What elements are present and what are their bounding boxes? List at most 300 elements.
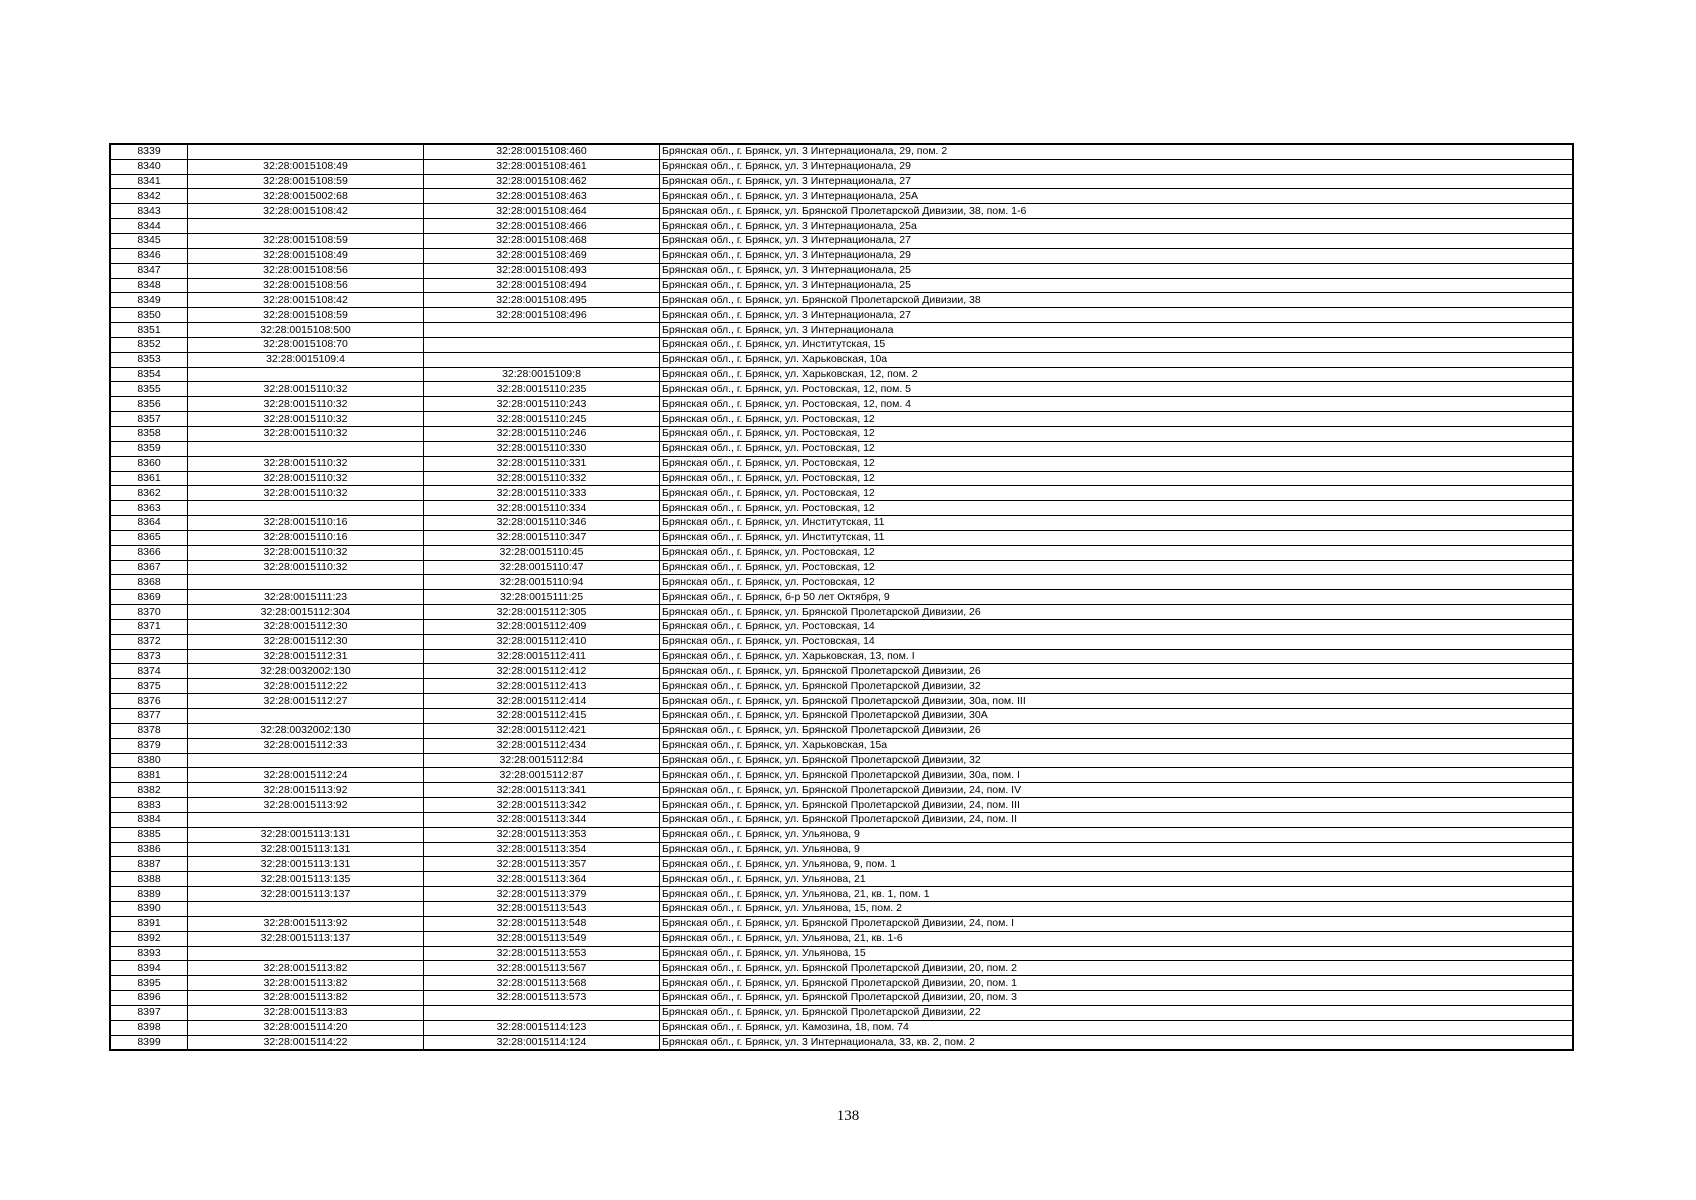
- row-number-cell: 8368: [110, 575, 188, 590]
- row-number-cell: 8365: [110, 530, 188, 545]
- cadastral-number-cell: 32:28:0015112:410: [424, 634, 660, 649]
- cadastral-number-cell: 32:28:0015113:357: [424, 857, 660, 872]
- table-row: [110, 486, 1573, 501]
- parent-cadastral-number-cell: [188, 367, 424, 382]
- address-cell: Брянская обл., г. Брянск, ул. 3 Интернационала, 33, кв. 2, пом. 2: [660, 1035, 1574, 1050]
- parent-cadastral-number-cell: 32:28:0015113:131: [188, 842, 424, 857]
- address-cell: Брянская обл., г. Брянск, ул. Институтская, 15: [660, 337, 1574, 352]
- row-number-cell: 8376: [110, 694, 188, 709]
- cadastral-number-cell: 32:28:0015110:235: [424, 382, 660, 397]
- parent-cadastral-number-cell: 32:28:0015113:131: [188, 857, 424, 872]
- address-cell: Брянская обл., г. Брянск, ул. Харьковская, 10а: [660, 352, 1574, 367]
- row-number-cell: 8373: [110, 649, 188, 664]
- row-number-cell: 8354: [110, 367, 188, 382]
- address-cell: Брянская обл., г. Брянск, ул. Брянской Пролетарской Дивизии, 20, пом. 2: [660, 961, 1574, 976]
- table-row: [110, 189, 1573, 204]
- address-cell: Брянская обл., г. Брянск, ул. Брянской Пролетарской Дивизии, 26: [660, 664, 1574, 679]
- address-cell: Брянская обл., г. Брянск, ул. Брянской Пролетарской Дивизии, 20, пом. 3: [660, 991, 1574, 1006]
- parent-cadastral-number-cell: 32:28:0015110:32: [188, 426, 424, 441]
- parent-cadastral-number-cell: 32:28:0015108:500: [188, 323, 424, 338]
- address-cell: Брянская обл., г. Брянск, ул. Ростовская, 12: [660, 545, 1574, 560]
- cadastral-number-cell: 32:28:0015113:549: [424, 931, 660, 946]
- table-row: [110, 426, 1573, 441]
- row-number-cell: 8386: [110, 842, 188, 857]
- address-cell: Брянская обл., г. Брянск, ул. 3 Интернационала, 25: [660, 263, 1574, 278]
- row-number-cell: 8349: [110, 293, 188, 308]
- address-cell: Брянская обл., г. Брянск, ул. Брянской Пролетарской Дивизии, 22: [660, 1005, 1574, 1020]
- table-row: [110, 694, 1573, 709]
- cadastral-number-cell: 32:28:0015110:331: [424, 456, 660, 471]
- table-row: [110, 382, 1573, 397]
- cadastral-number-cell: 32:28:0015112:421: [424, 723, 660, 738]
- address-cell: Брянская обл., г. Брянск, ул. Ульянова, 9: [660, 842, 1574, 857]
- address-cell: Брянская обл., г. Брянск, ул. 3 Интернационала, 29: [660, 159, 1574, 174]
- parent-cadastral-number-cell: 32:28:0015108:59: [188, 174, 424, 189]
- parent-cadastral-number-cell: 32:28:0015113:137: [188, 931, 424, 946]
- parent-cadastral-number-cell: 32:28:0015112:24: [188, 768, 424, 783]
- parent-cadastral-number-cell: 32:28:0015108:42: [188, 293, 424, 308]
- parent-cadastral-number-cell: 32:28:0015108:56: [188, 278, 424, 293]
- row-number-cell: 8392: [110, 931, 188, 946]
- table-row: [110, 812, 1573, 827]
- cadastral-number-cell: 32:28:0015108:462: [424, 174, 660, 189]
- address-cell: Брянская обл., г. Брянск, ул. Ростовская, 12: [660, 412, 1574, 427]
- table-row: [110, 352, 1573, 367]
- parent-cadastral-number-cell: 32:28:0015114:22: [188, 1035, 424, 1050]
- row-number-cell: 8357: [110, 412, 188, 427]
- address-cell: Брянская обл., г. Брянск, ул. Брянской Пролетарской Дивизии, 26: [660, 723, 1574, 738]
- cadastral-number-cell: 32:28:0015113:344: [424, 812, 660, 827]
- parent-cadastral-number-cell: 32:28:0015113:135: [188, 872, 424, 887]
- table-row: [110, 723, 1573, 738]
- row-number-cell: 8360: [110, 456, 188, 471]
- parent-cadastral-number-cell: 32:28:0015112:22: [188, 679, 424, 694]
- table-row: [110, 204, 1573, 219]
- cadastral-number-cell: 32:28:0015113:341: [424, 783, 660, 798]
- parent-cadastral-number-cell: 32:28:0015110:32: [188, 397, 424, 412]
- table-row: [110, 590, 1573, 605]
- table-row: [110, 946, 1573, 961]
- cadastral-number-cell: [424, 352, 660, 367]
- parent-cadastral-number-cell: 32:28:0032002:130: [188, 723, 424, 738]
- cadastral-number-cell: 32:28:0015110:334: [424, 501, 660, 516]
- cadastral-number-cell: 32:28:0015112:412: [424, 664, 660, 679]
- cadastral-number-cell: 32:28:0015113:379: [424, 887, 660, 902]
- table-row: [110, 753, 1573, 768]
- row-number-cell: 8350: [110, 308, 188, 323]
- cadastral-number-cell: 32:28:0015110:332: [424, 471, 660, 486]
- row-number-cell: 8340: [110, 159, 188, 174]
- registry-table: [109, 143, 1574, 1051]
- cadastral-number-cell: 32:28:0015110:245: [424, 412, 660, 427]
- address-cell: Брянская обл., г. Брянск, ул. Ростовская, 12: [660, 456, 1574, 471]
- row-number-cell: 8375: [110, 679, 188, 694]
- table-row: [110, 278, 1573, 293]
- cadastral-number-cell: 32:28:0015110:347: [424, 530, 660, 545]
- parent-cadastral-number-cell: 32:28:0015108:49: [188, 248, 424, 263]
- address-cell: Брянская обл., г. Брянск, ул. Ростовская, 12: [660, 486, 1574, 501]
- table-row: [110, 263, 1573, 278]
- row-number-cell: 8383: [110, 798, 188, 813]
- parent-cadastral-number-cell: 32:28:0015113:82: [188, 991, 424, 1006]
- table-row: [110, 857, 1573, 872]
- row-number-cell: 8366: [110, 545, 188, 560]
- row-number-cell: 8385: [110, 827, 188, 842]
- row-number-cell: 8390: [110, 901, 188, 916]
- table-row: [110, 931, 1573, 946]
- row-number-cell: 8348: [110, 278, 188, 293]
- address-cell: Брянская обл., г. Брянск, ул. Ульянова, 15, пом. 2: [660, 901, 1574, 916]
- address-cell: Брянская обл., г. Брянск, ул. Брянской Пролетарской Дивизии, 32: [660, 679, 1574, 694]
- address-cell: Брянская обл., г. Брянск, ул. Ростовская, 12: [660, 471, 1574, 486]
- table-row: [110, 961, 1573, 976]
- parent-cadastral-number-cell: [188, 812, 424, 827]
- address-cell: Брянская обл., г. Брянск, ул. 3 Интернационала: [660, 323, 1574, 338]
- row-number-cell: 8396: [110, 991, 188, 1006]
- row-number-cell: 8371: [110, 619, 188, 634]
- table-row: [110, 248, 1573, 263]
- row-number-cell: 8367: [110, 560, 188, 575]
- parent-cadastral-number-cell: 32:28:0015113:137: [188, 887, 424, 902]
- parent-cadastral-number-cell: 32:28:0015113:92: [188, 916, 424, 931]
- cadastral-number-cell: 32:28:0015110:246: [424, 426, 660, 441]
- table-row: [110, 412, 1573, 427]
- address-cell: Брянская обл., г. Брянск, ул. Ростовская, 12: [660, 575, 1574, 590]
- address-cell: Брянская обл., г. Брянск, ул. Брянской Пролетарской Дивизии, 30а, пом. III: [660, 694, 1574, 709]
- address-cell: Брянская обл., г. Брянск, ул. Брянской Пролетарской Дивизии, 24, пом. I: [660, 916, 1574, 931]
- address-cell: Брянская обл., г. Брянск, ул. 3 Интернационала, 25А: [660, 189, 1574, 204]
- row-number-cell: 8380: [110, 753, 188, 768]
- table-row: [110, 441, 1573, 456]
- page-number: 138: [836, 1108, 860, 1124]
- row-number-cell: 8353: [110, 352, 188, 367]
- row-number-cell: 8374: [110, 664, 188, 679]
- address-cell: Брянская обл., г. Брянск, ул. 3 Интернационала, 25а: [660, 219, 1574, 234]
- cadastral-number-cell: 32:28:0015112:409: [424, 619, 660, 634]
- parent-cadastral-number-cell: [188, 946, 424, 961]
- row-number-cell: 8381: [110, 768, 188, 783]
- table-row: [110, 634, 1573, 649]
- cadastral-number-cell: 32:28:0015110:94: [424, 575, 660, 590]
- table-row: [110, 768, 1573, 783]
- table-row: [110, 337, 1573, 352]
- table-row: [110, 293, 1573, 308]
- row-number-cell: 8378: [110, 723, 188, 738]
- address-cell: Брянская обл., г. Брянск, ул. Ростовская, 14: [660, 619, 1574, 634]
- address-cell: Брянская обл., г. Брянск, ул. 3 Интернационала, 25: [660, 278, 1574, 293]
- row-number-cell: 8399: [110, 1035, 188, 1050]
- row-number-cell: 8345: [110, 234, 188, 249]
- parent-cadastral-number-cell: 32:28:0015108:56: [188, 263, 424, 278]
- table-row: [110, 872, 1573, 887]
- parent-cadastral-number-cell: 32:28:0015112:33: [188, 738, 424, 753]
- table-row: [110, 308, 1573, 323]
- address-cell: Брянская обл., г. Брянск, ул. Брянской Пролетарской Дивизии, 24, пом. II: [660, 812, 1574, 827]
- table-row: [110, 545, 1573, 560]
- cadastral-number-cell: 32:28:0015108:469: [424, 248, 660, 263]
- table-row: [110, 1035, 1573, 1050]
- table-row: [110, 738, 1573, 753]
- parent-cadastral-number-cell: 32:28:0015108:49: [188, 159, 424, 174]
- table-row: [110, 887, 1573, 902]
- cadastral-number-cell: 32:28:0015108:466: [424, 219, 660, 234]
- cadastral-number-cell: 32:28:0015114:123: [424, 1020, 660, 1035]
- address-cell: Брянская обл., г. Брянск, ул. Ульянова, 21, кв. 1-6: [660, 931, 1574, 946]
- cadastral-number-cell: 32:28:0015110:330: [424, 441, 660, 456]
- table-row: [110, 219, 1573, 234]
- address-cell: Брянская обл., г. Брянск, ул. Брянской Пролетарской Дивизии, 24, пом. III: [660, 798, 1574, 813]
- row-number-cell: 8387: [110, 857, 188, 872]
- cadastral-number-cell: 32:28:0015110:47: [424, 560, 660, 575]
- address-cell: Брянская обл., г. Брянск, ул. Ростовская, 12: [660, 441, 1574, 456]
- row-number-cell: 8355: [110, 382, 188, 397]
- address-cell: Брянская обл., г. Брянск, ул. Институтская, 11: [660, 530, 1574, 545]
- table-row: [110, 1020, 1573, 1035]
- address-cell: Брянская обл., г. Брянск, ул. Ульянова, 9: [660, 827, 1574, 842]
- address-cell: Брянская обл., г. Брянск, ул. Брянской Пролетарской Дивизии, 20, пом. 1: [660, 976, 1574, 991]
- row-number-cell: 8369: [110, 590, 188, 605]
- address-cell: Брянская обл., г. Брянск, ул. Ульянова, 21, кв. 1, пом. 1: [660, 887, 1574, 902]
- table-row: [110, 159, 1573, 174]
- table-row: [110, 456, 1573, 471]
- row-number-cell: 8372: [110, 634, 188, 649]
- parent-cadastral-number-cell: 32:28:0015110:32: [188, 486, 424, 501]
- cadastral-number-cell: 32:28:0015108:494: [424, 278, 660, 293]
- address-cell: Брянская обл., г. Брянск, ул. Ростовская, 12, пом. 5: [660, 382, 1574, 397]
- parent-cadastral-number-cell: [188, 144, 424, 159]
- cadastral-number-cell: 32:28:0015114:124: [424, 1035, 660, 1050]
- table-row: [110, 560, 1573, 575]
- parent-cadastral-number-cell: 32:28:0015110:32: [188, 456, 424, 471]
- cadastral-number-cell: 32:28:0015113:573: [424, 991, 660, 1006]
- cadastral-number-cell: 32:28:0015112:87: [424, 768, 660, 783]
- address-cell: Брянская обл., г. Брянск, ул. Брянской Пролетарской Дивизии, 30а, пом. I: [660, 768, 1574, 783]
- cadastral-number-cell: 32:28:0015112:414: [424, 694, 660, 709]
- row-number-cell: 8394: [110, 961, 188, 976]
- cadastral-number-cell: 32:28:0015112:411: [424, 649, 660, 664]
- row-number-cell: 8344: [110, 219, 188, 234]
- row-number-cell: 8339: [110, 144, 188, 159]
- address-cell: Брянская обл., г. Брянск, ул. Харьковская, 12, пом. 2: [660, 367, 1574, 382]
- address-cell: Брянская обл., г. Брянск, ул. 3 Интернационала, 27: [660, 174, 1574, 189]
- cadastral-number-cell: 32:28:0015108:464: [424, 204, 660, 219]
- cadastral-number-cell: 32:28:0015108:493: [424, 263, 660, 278]
- table-row: [110, 575, 1573, 590]
- parent-cadastral-number-cell: 32:28:0015112:30: [188, 619, 424, 634]
- address-cell: Брянская обл., г. Брянск, б-р 50 лет Октября, 9: [660, 590, 1574, 605]
- parent-cadastral-number-cell: 32:28:0015108:42: [188, 204, 424, 219]
- cadastral-number-cell: 32:28:0015108:463: [424, 189, 660, 204]
- address-cell: Брянская обл., г. Брянск, ул. 3 Интернационала, 27: [660, 234, 1574, 249]
- address-cell: Брянская обл., г. Брянск, ул. Брянской Пролетарской Дивизии, 38, пом. 1-6: [660, 204, 1574, 219]
- cadastral-number-cell: 32:28:0015108:495: [424, 293, 660, 308]
- parent-cadastral-number-cell: 32:28:0015112:304: [188, 605, 424, 620]
- row-number-cell: 8358: [110, 426, 188, 441]
- table-row: [110, 471, 1573, 486]
- row-number-cell: 8343: [110, 204, 188, 219]
- table-row: [110, 501, 1573, 516]
- table-row: [110, 619, 1573, 634]
- cadastral-number-cell: 32:28:0015110:243: [424, 397, 660, 412]
- table-row: [110, 827, 1573, 842]
- registry-table-body: [110, 144, 1573, 1050]
- cadastral-number-cell: [424, 337, 660, 352]
- address-cell: Брянская обл., г. Брянск, ул. Ульянова, 21: [660, 872, 1574, 887]
- address-cell: Брянская обл., г. Брянск, ул. Брянской Пролетарской Дивизии, 26: [660, 605, 1574, 620]
- parent-cadastral-number-cell: 32:28:0015108:59: [188, 308, 424, 323]
- row-number-cell: 8389: [110, 887, 188, 902]
- address-cell: Брянская обл., г. Брянск, ул. 3 Интернационала, 27: [660, 308, 1574, 323]
- cadastral-number-cell: 32:28:0015113:342: [424, 798, 660, 813]
- cadastral-number-cell: 32:28:0015113:568: [424, 976, 660, 991]
- parent-cadastral-number-cell: 32:28:0015108:70: [188, 337, 424, 352]
- address-cell: Брянская обл., г. Брянск, ул. Ростовская, 12: [660, 501, 1574, 516]
- row-number-cell: 8384: [110, 812, 188, 827]
- table-row: [110, 649, 1573, 664]
- address-cell: Брянская обл., г. Брянск, ул. Брянской Пролетарской Дивизии, 30А: [660, 709, 1574, 724]
- parent-cadastral-number-cell: 32:28:0032002:130: [188, 664, 424, 679]
- address-cell: Брянская обл., г. Брянск, ул. Ульянова, 15: [660, 946, 1574, 961]
- cadastral-number-cell: 32:28:0015113:353: [424, 827, 660, 842]
- table-row: [110, 605, 1573, 620]
- cadastral-number-cell: [424, 1005, 660, 1020]
- parent-cadastral-number-cell: 32:28:0015112:27: [188, 694, 424, 709]
- table-row: [110, 516, 1573, 531]
- table-row: [110, 664, 1573, 679]
- row-number-cell: 8382: [110, 783, 188, 798]
- parent-cadastral-number-cell: 32:28:0015002:68: [188, 189, 424, 204]
- cadastral-number-cell: 32:28:0015112:305: [424, 605, 660, 620]
- cadastral-number-cell: 32:28:0015112:434: [424, 738, 660, 753]
- parent-cadastral-number-cell: 32:28:0015113:92: [188, 798, 424, 813]
- row-number-cell: 8361: [110, 471, 188, 486]
- address-cell: Брянская обл., г. Брянск, ул. Брянской Пролетарской Дивизии, 38: [660, 293, 1574, 308]
- cadastral-number-cell: 32:28:0015108:496: [424, 308, 660, 323]
- parent-cadastral-number-cell: 32:28:0015112:31: [188, 649, 424, 664]
- cadastral-number-cell: 32:28:0015108:460: [424, 144, 660, 159]
- address-cell: Брянская обл., г. Брянск, ул. Институтская, 11: [660, 516, 1574, 531]
- cadastral-number-cell: 32:28:0015110:346: [424, 516, 660, 531]
- row-number-cell: 8363: [110, 501, 188, 516]
- address-cell: Брянская обл., г. Брянск, ул. Ростовская, 12: [660, 426, 1574, 441]
- row-number-cell: 8356: [110, 397, 188, 412]
- row-number-cell: 8393: [110, 946, 188, 961]
- cadastral-number-cell: 32:28:0015113:553: [424, 946, 660, 961]
- row-number-cell: 8377: [110, 709, 188, 724]
- cadastral-number-cell: 32:28:0015108:461: [424, 159, 660, 174]
- table-row: [110, 783, 1573, 798]
- cadastral-number-cell: 32:28:0015110:333: [424, 486, 660, 501]
- cadastral-number-cell: 32:28:0015113:567: [424, 961, 660, 976]
- parent-cadastral-number-cell: [188, 709, 424, 724]
- table-row: [110, 1005, 1573, 1020]
- parent-cadastral-number-cell: 32:28:0015111:23: [188, 590, 424, 605]
- parent-cadastral-number-cell: [188, 441, 424, 456]
- row-number-cell: 8397: [110, 1005, 188, 1020]
- parent-cadastral-number-cell: 32:28:0015113:83: [188, 1005, 424, 1020]
- parent-cadastral-number-cell: 32:28:0015113:82: [188, 961, 424, 976]
- row-number-cell: 8395: [110, 976, 188, 991]
- table-row: [110, 679, 1573, 694]
- cadastral-number-cell: 32:28:0015109:8: [424, 367, 660, 382]
- row-number-cell: 8347: [110, 263, 188, 278]
- parent-cadastral-number-cell: [188, 575, 424, 590]
- table-row: [110, 144, 1573, 159]
- row-number-cell: 8352: [110, 337, 188, 352]
- cadastral-number-cell: [424, 323, 660, 338]
- parent-cadastral-number-cell: 32:28:0015112:30: [188, 634, 424, 649]
- parent-cadastral-number-cell: [188, 753, 424, 768]
- table-row: [110, 916, 1573, 931]
- cadastral-number-cell: 32:28:0015110:45: [424, 545, 660, 560]
- row-number-cell: 8351: [110, 323, 188, 338]
- row-number-cell: 8341: [110, 174, 188, 189]
- table-row: [110, 798, 1573, 813]
- parent-cadastral-number-cell: 32:28:0015110:32: [188, 412, 424, 427]
- cadastral-number-cell: 32:28:0015113:543: [424, 901, 660, 916]
- parent-cadastral-number-cell: 32:28:0015110:32: [188, 560, 424, 575]
- parent-cadastral-number-cell: 32:28:0015109:4: [188, 352, 424, 367]
- table-row: [110, 901, 1573, 916]
- table-row: [110, 709, 1573, 724]
- parent-cadastral-number-cell: [188, 501, 424, 516]
- cadastral-number-cell: 32:28:0015112:413: [424, 679, 660, 694]
- address-cell: Брянская обл., г. Брянск, ул. 3 Интернационала, 29: [660, 248, 1574, 263]
- cadastral-number-cell: 32:28:0015113:354: [424, 842, 660, 857]
- parent-cadastral-number-cell: 32:28:0015114:20: [188, 1020, 424, 1035]
- table-row: [110, 976, 1573, 991]
- table-row: [110, 367, 1573, 382]
- row-number-cell: 8379: [110, 738, 188, 753]
- cadastral-number-cell: 32:28:0015108:468: [424, 234, 660, 249]
- row-number-cell: 8370: [110, 605, 188, 620]
- table-row: [110, 530, 1573, 545]
- parent-cadastral-number-cell: [188, 901, 424, 916]
- row-number-cell: 8364: [110, 516, 188, 531]
- cadastral-number-cell: 32:28:0015111:25: [424, 590, 660, 605]
- cadastral-number-cell: 32:28:0015112:84: [424, 753, 660, 768]
- address-cell: Брянская обл., г. Брянск, ул. Ростовская, 12: [660, 560, 1574, 575]
- address-cell: Брянская обл., г. Брянск, ул. Харьковская, 13, пом. I: [660, 649, 1574, 664]
- address-cell: Брянская обл., г. Брянск, ул. 3 Интернационала, 29, пом. 2: [660, 144, 1574, 159]
- address-cell: Брянская обл., г. Брянск, ул. Харьковская, 15а: [660, 738, 1574, 753]
- table-row: [110, 234, 1573, 249]
- row-number-cell: 8362: [110, 486, 188, 501]
- parent-cadastral-number-cell: 32:28:0015110:32: [188, 471, 424, 486]
- address-cell: Брянская обл., г. Брянск, ул. Брянской Пролетарской Дивизии, 32: [660, 753, 1574, 768]
- table-row: [110, 842, 1573, 857]
- row-number-cell: 8359: [110, 441, 188, 456]
- cadastral-number-cell: 32:28:0015113:364: [424, 872, 660, 887]
- parent-cadastral-number-cell: 32:28:0015113:131: [188, 827, 424, 842]
- parent-cadastral-number-cell: 32:28:0015113:92: [188, 783, 424, 798]
- table-row: [110, 323, 1573, 338]
- parent-cadastral-number-cell: 32:28:0015110:32: [188, 545, 424, 560]
- parent-cadastral-number-cell: 32:28:0015108:59: [188, 234, 424, 249]
- row-number-cell: 8398: [110, 1020, 188, 1035]
- cadastral-number-cell: 32:28:0015112:415: [424, 709, 660, 724]
- parent-cadastral-number-cell: [188, 219, 424, 234]
- address-cell: Брянская обл., г. Брянск, ул. Ростовская, 12, пом. 4: [660, 397, 1574, 412]
- row-number-cell: 8342: [110, 189, 188, 204]
- row-number-cell: 8346: [110, 248, 188, 263]
- parent-cadastral-number-cell: 32:28:0015110:16: [188, 530, 424, 545]
- address-cell: Брянская обл., г. Брянск, ул. Ульянова, 9, пом. 1: [660, 857, 1574, 872]
- address-cell: Брянская обл., г. Брянск, ул. Ростовская, 14: [660, 634, 1574, 649]
- parent-cadastral-number-cell: 32:28:0015110:16: [188, 516, 424, 531]
- row-number-cell: 8388: [110, 872, 188, 887]
- table-row: [110, 174, 1573, 189]
